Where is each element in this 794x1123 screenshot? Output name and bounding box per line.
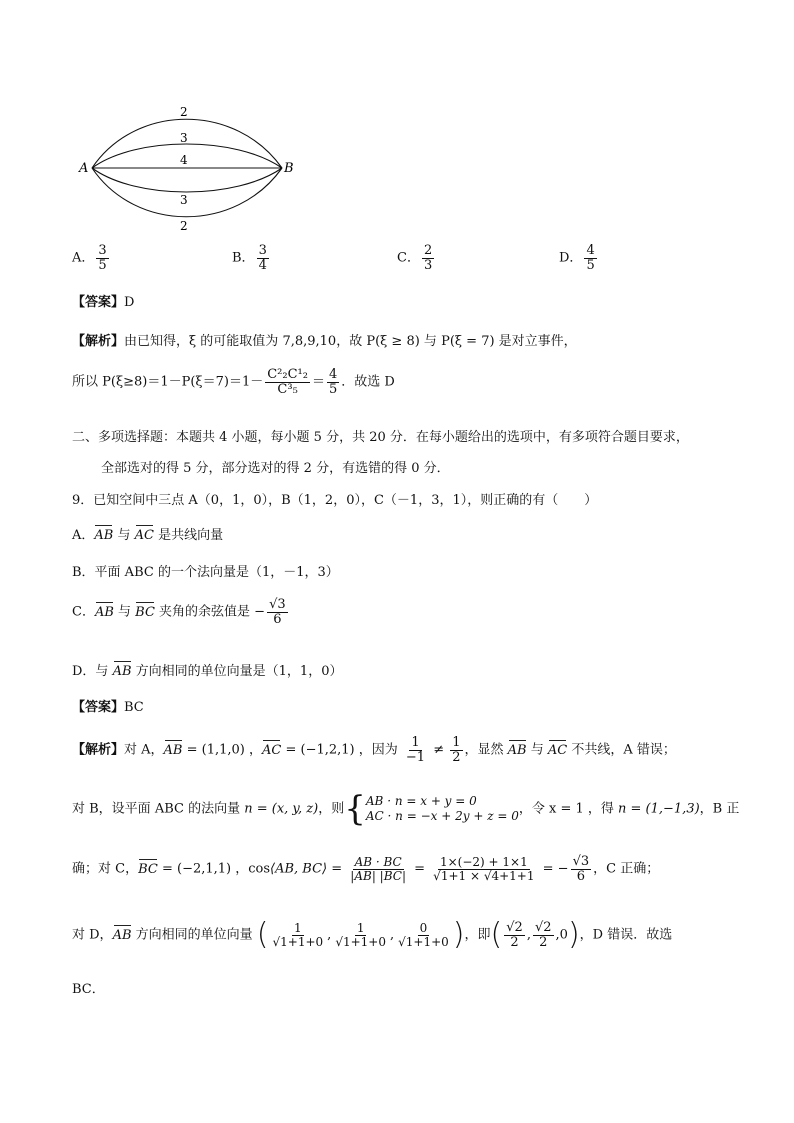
q8-option-b: B． $\frac{3}{4}$: [232, 243, 267, 273]
q8-answer: 【答案】D: [72, 295, 135, 310]
edge-label-2: 3: [180, 131, 188, 145]
q9-option-b: B．平面 ABC 的一个法向量是（1，－1，3）: [72, 565, 339, 580]
edge-label-5: 2: [180, 219, 188, 233]
section-heading: 二、多项选择题：本题共 4 小题，每小题 5 分，共 20 分．在每小题给出的选项中，有多项符合题目要求，: [72, 430, 689, 445]
arc-bottom-inner: [92, 168, 282, 192]
path-diagram: [76, 98, 296, 238]
node-b-label: B: [284, 161, 294, 176]
q8-analysis-line1: 【解析】由已知得，ξ 的可能取值为 7,8,9,10，故 P(ξ ≥ 8) 与 P(ξ = 7) 是对立事件，: [72, 334, 577, 349]
q9-option-a: A．AB 与 AC 是共线向量: [72, 528, 224, 543]
q9-stem: 9．已知空间中三点 A（0，1，0），B（1，2，0），C（－1，3，1），则正确的有（ ）: [72, 493, 598, 508]
section-heading-line2: 全部选对的得 5 分，部分选对的得 2 分，有选错的得 0 分．: [101, 461, 450, 476]
node-a-label: A: [79, 161, 89, 176]
q9-analysis-d-end: BC．: [72, 982, 105, 997]
q9-answer: 【答案】BC: [72, 700, 144, 715]
edge-label-1: 2: [180, 105, 188, 119]
q9-analysis-c: 确；对 C，BC = (−2,1,1) ，cos⟨AB, BC⟩ = $\frac{AB \cdot BC}{|AB| |BC|}$ = $\frac{1\times(-2) + 1\times 1}{√1+1 \times √4+1+1}$ = − $\frac{√3}{6}$ ，C 正确；: [72, 854, 660, 884]
edge-label-4: 3: [180, 193, 188, 207]
q9-option-c: C．AB 与 BC 夹角的余弦值是 − $\frac{√3}{6}$: [72, 597, 286, 627]
q8-option-a: A． $\frac{3}{5}$: [72, 243, 107, 273]
edge-label-3: 4: [180, 153, 188, 167]
vector-ac: AC: [134, 528, 154, 543]
vector-ab: AB: [94, 528, 114, 543]
q9-analysis-d: 对 D，AB 方向相同的单位向量 ( $\frac{1}{√1+1+0}$ , $\frac{1}{√1+1+0}$ , $\frac{0}{√1+1+0}$ )，即( $\frac{√2}{2}$ , $\frac{√2}{2}$ ,0)，D 错误．故选: [72, 917, 673, 952]
q9-analysis-a: 【解析】对 A，AB = (1,1,0) ，AC = (−1,2,1) ，因为 $\frac{1}{-1}$ ≠ $\frac{1}{2}$ ，显然 AB 与 AC 不共线，A 错误；: [72, 735, 676, 765]
q9-option-d: D．与 AB 方向相同的单位向量是（1，1，0）: [72, 664, 343, 679]
q9-analysis-b: 对 B，设平面 ABC 的法向量 n = (x, y, z)，则{ AB · n = x + y = 0 AC · n = −x + 2y + z = 0 ，令 x = 1 ，得 n = (1,−1,3)，B 正: [72, 789, 740, 829]
q8-option-d: D． $\frac{4}{5}$: [559, 243, 595, 273]
q8-analysis-line2: 所以 P(ξ≥8)＝1－P(ξ＝7)＝1－ $\frac{\text{C²₂C¹₂}}{\text{C³₅}}$ ＝ $\frac{4}{5}$ ．故选 D: [72, 367, 395, 397]
q8-option-c: C． $\frac{2}{3}$: [397, 243, 433, 273]
